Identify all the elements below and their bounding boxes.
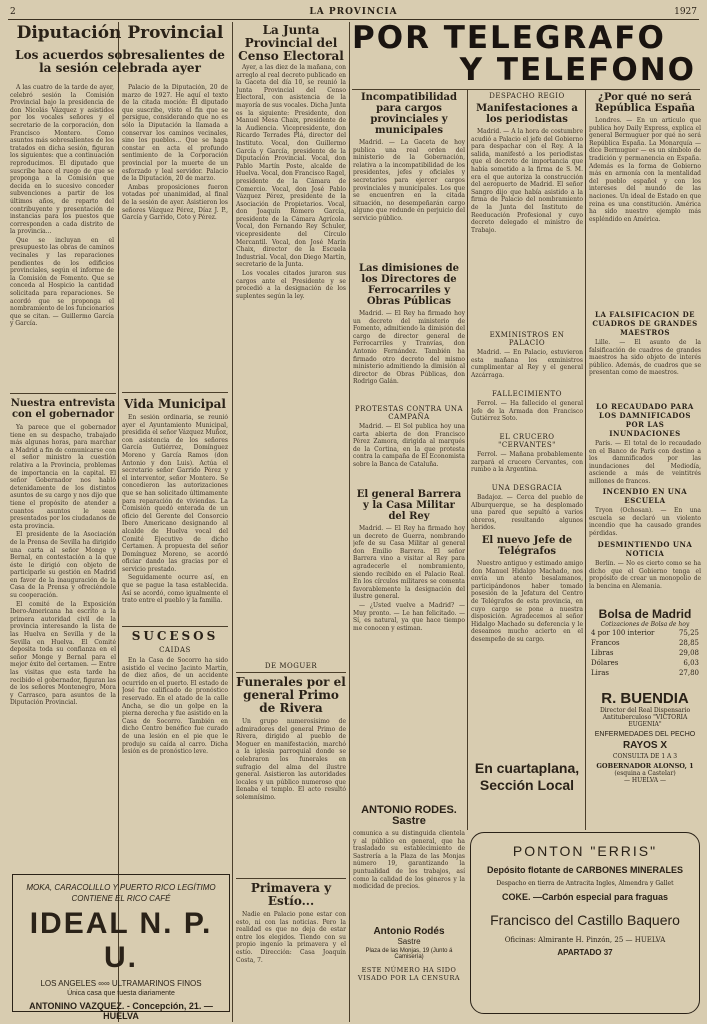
article-body	[236, 911, 346, 1018]
paragraph: A las cuatro de la tarde de ayer, celebró sesión la Comisión Provincial bajo la presidencia de don Nicolás Vázquez y asistidos por los vocales señores y el secretario de la corporación, don Francisco Montero. Como asuntos más sobresalientes de los tratados en dicha sesión, figuran los siguientes: que a continuación reproducimos. El diputado que suscribe hace el ruego de que se proponga a la Comisión que decida en lo sucesivo conceder subvenciones a partir de los últimos años, de reparto del contribuyente y presentación de instancias para los puestos que corresponden a cada distrito de la provincia...	[10, 84, 114, 236]
page-number: 2	[10, 7, 16, 17]
rate-value: 27,80	[678, 669, 699, 677]
paragraph: Berlín. — No es cierto como se ha dicho que el Gobierno tenga el propósito de crear un monopolio de la bencina en Alemania.	[589, 560, 701, 590]
section-heading: LO RECAUDADO PARA LOS DAMNIFICADOS POR LAS INUNDACIONES	[596, 402, 694, 438]
article-body	[353, 423, 465, 483]
article-body-continued	[122, 84, 228, 384]
section-rule	[122, 392, 228, 393]
article-vida-municipal	[122, 398, 228, 623]
ad-line: MOKA, CARACOLILLO Y PUERTO RICO LEGÍTIMO	[26, 883, 216, 892]
ad-brand: IDEAL N. P. U.	[29, 907, 213, 974]
ad-body: comunica a su distinguida clientela y al público en general, que ha trasladado su establecimiento de Sastrería a la Plaza de las Monjas número 19, garantizando la puntualidad de los trabajos, así como la calidad de los géneros y la modicidad de precios.	[353, 830, 465, 891]
section-heading: LA FALSIFICACION DE CUADROS DE GRANDES MAESTROS	[592, 310, 698, 337]
banner-telegrafo	[352, 22, 700, 88]
article-censo	[236, 24, 346, 64]
rate-label: Dólares	[591, 659, 619, 667]
notice-cuartaplana	[468, 760, 586, 824]
ad-line: CONTIENE EL RICO CAFÉ	[71, 894, 171, 903]
section-heading: UNA DESGRACIA	[491, 484, 563, 492]
article-primavera	[236, 882, 346, 1018]
ad-line: Oficinas: Almirante H. Pinzón, 25 — HUELVA	[504, 936, 666, 944]
article-body	[471, 560, 583, 710]
paragraph: En la Casa de Socorro ha sido asistido el vecino Jacinto Martín, de diez años, de un accidente ocurrido en el puerto. El estado de José fue calificado de pronóstico reservado. En el atado de la calle Ancha, se dio un golpe en la pierna derecha y fue asistido en la Casa de Socorro. También en dicho Centro benéfico fue curado de una lesión en el pie que le produjo su caída al carro. Dicha lesión es de pronóstico leve.	[122, 657, 228, 756]
article-body	[589, 339, 701, 399]
article-body	[589, 117, 701, 307]
column-rule	[349, 22, 350, 1022]
ad-line: GOBERNADOR ALONSO, 1	[596, 762, 694, 770]
rate-value: 75,25	[678, 629, 699, 637]
paragraph: Badajoz. — Cerca del pueblo de Alburquerque, se ha desplomado una pared que sepultó a varios obreros, resultando algunos heridos.	[471, 494, 583, 530]
article-title: Funerales por el general Primo de Rivera	[236, 676, 346, 715]
ad-line: Antituberculoso "VICTORIA EUGENIA"	[602, 714, 688, 728]
rates-table	[589, 628, 701, 678]
article-title: ¿Por qué no será República España	[594, 92, 696, 114]
article-subtitle: Los acuerdos sobresalientes de la sesión celebrada ayer	[15, 48, 225, 75]
ad-title: PONTON "ERRIS"	[512, 843, 658, 859]
ad-line: LOS ANGELES ∞∞ ULTRAMARINOS FINOS	[40, 979, 202, 988]
article-body	[236, 718, 346, 876]
paragraph: París. — El total de lo recaudado en el Banco de París con destino a los damnificados por las inundaciones del Mediodía, asciende a más de veintitrés millones de francos.	[589, 440, 701, 484]
ad-title: ANTONIO RODES. Sastre	[361, 805, 457, 827]
article-title: El general Barrera y la Casa Militar del Rey	[356, 489, 462, 522]
bolsa-madrid	[589, 608, 701, 686]
ad-buendia	[589, 690, 701, 820]
ad-address: Plaza de las Monjas, 19 (Junto á Camisería)	[365, 948, 453, 960]
ad-line: Única casa que tuesta diariamente	[67, 990, 175, 997]
paragraph: El comité de la Exposición Ibero-Americana ha escrito a la primera autoridad civil de la provincia interesando la lista de las Huelva en Sevilla y de la Sevilla en Huelva. El Comité deposita toda su confianza en el señor Monge y Bernal para el mejor éxito del certamen. — Entre las visitas que esta tarde ha recibido el gobernador, figuran las de los señores Montenegro, Mora y Carrasco, para asuntos de la Diputación Provincial.	[10, 600, 116, 707]
section-heading: INCENDIO EN UNA ESCUELA	[602, 487, 688, 505]
rate-label: 4 por 100 interior	[591, 629, 655, 637]
section-rule	[10, 393, 116, 394]
ad-line: Director del Real Dispensario	[599, 707, 691, 714]
ad-line: Despacho en tierra de Antracita Ingles, Almendra y Gallet	[496, 880, 674, 887]
section-heading: PROTESTAS CONTRA UNA CAMPAÑA	[354, 405, 464, 421]
article-funerales	[236, 676, 346, 876]
article-body	[122, 657, 228, 867]
rate-value: 29,08	[678, 649, 699, 657]
rate-label: Liras	[591, 669, 609, 677]
article-body	[353, 139, 465, 259]
ad-line: — HUELVA —	[623, 777, 666, 784]
paragraph: El presidente de la Asociación de la Prensa de Sevilla ha dirigido una carta al señor Monge y Bernal, en contestación a la que éste le dirigió con objeto de participarle su gestión en Madrid en favor de la inauguración de la Casa de la Prensa y ofreciéndole su cooperación.	[10, 531, 116, 600]
paragraph: Londres. — En un artículo que publica hoy Daily Express, explica el general Bermuguer por qué no será República España. La Monarquía — dice Bermuguer — es un símbolo de tradición y permanencia en España. Además es la forma de Gobierno más en armonía con la mentalidad del pueblo español y con los intereses del mundo de las naciones. Un ideal de Estado en que reina es una constitución. América ha sido nuestro ejemplo más espléndido en América.	[589, 117, 701, 223]
section-heading: FALLECIMIENTO	[492, 390, 562, 398]
rate-row	[589, 658, 701, 668]
article-title: Diputación Provincial	[16, 24, 224, 43]
paragraph: Ambas proposiciones fueron votadas por unanimidad, al final de la sesión de ayer. Asistieron los señores Vázquez Pérez, Díaz J. P., García y Garrido, Coto y Pérez.	[122, 183, 228, 222]
paragraph: Ayer, a las diez de la mañana, con arreglo al real decreto publicado en la Gaceta del día 10, se reunió la Junta Provincial del Censo Electoral, con asistencia de la mayoría de sus vocales. Dicha Junta es la siguiente: Presidente, don Manuel Mesa Chaix, presidente de la Audiencia. Vicepresidente, don Ricardo Terrades Plá, director del Instituto. Vocal, don Guillermo García y García, presidente de la Diputación Provincial. Vocal, don Pablo Martín Poste, alcalde de Huelva. Vocal, don Francisco Ragel, presidente de la Cámara de Comercio. Vocal, don José Pablo Vázquez Pérez, presidente de la Asociación de Propietarios. Vocal, don Joaquín Romero García, presidente de la Cámara Agrícola. Vocal, don Fernando Rey Schuler, vicepresidente del Círculo Mercantil. Vocal, don José Marín Chaix, director de la Escuela Industrial. Vocal, don Diego Martín, secretario de la Junta.	[236, 64, 346, 269]
ad-line: ENFERMEDADES DEL PECHO	[594, 731, 696, 738]
paragraph: Nadie en Palacio pone estar con esto, ni con las noticias. Pero la realidad es que no deja de estar entre los elegidos. Tiendo con su propio ingenio la primavera y el estío. Dirección: Casa Joaquín Costa, 7.	[236, 911, 346, 964]
ad-role: Sastre	[397, 937, 421, 946]
section-heading: DESPACHO REGIO	[489, 92, 565, 100]
ad-line: APARTADO 37	[557, 948, 613, 957]
paragraph: Madrid. — El Sol publica hoy una carta abierta de don Francisco Pérez Zamora, dirigida al marqués de la Cortina, en la que protesta contra la campaña de El Economista sobre la Banca de Cataluña.	[353, 423, 465, 468]
masthead-year: 1927	[674, 7, 697, 17]
rate-row	[589, 628, 701, 638]
ad-line: (esquina a Castelar)	[614, 770, 676, 777]
ad-line: CONSULTA DE 1 A 3	[612, 753, 678, 760]
article-body	[471, 451, 583, 481]
section-rule	[236, 672, 346, 673]
paragraph: Palacio de la Diputación, 20 de marzo de 1927. He aquí el texto de la citada moción: El diputado que suscribe, visto el fin que se persigue, considerando que no es sólo la Diputación la llamada a conservar los caminos vecinales, sino los pueblos... Que se haga constar en acta el profundo sentimiento de la Corporación provincial por la muerte de un esforzado y leal servidor. Palacio de la Diputación, 20 de marzo.	[122, 84, 228, 183]
article-gobernador	[10, 398, 116, 868]
section-heading: DESMINTIENDO UNA NOTICIA	[597, 540, 693, 558]
article-title: La Junta Provincial del Censo Electoral	[238, 24, 344, 63]
paragraph: Madrid. — A la hora de costumbre acudió a Palacio el jefe del Gobierno para despachar con el Rey. A la salida, manifestó a los periodistas que el decreto de importancia que había sometido a la firma de S. M. era el que autoriza la construcción del aeropuerto de Madrid. El señor Sangro dijo que había asistido a la firma de Palacio del nombramiento de la Junta del Instituto de Reeducación Profesional y cuyo decreto delegado el ministro de Trabajo.	[471, 128, 583, 234]
paragraph: Madrid. — En Palacio, estuvieron esta mañana los exministros cumplimentar al Rey y el general Azcárraga.	[471, 349, 583, 379]
ad-line: Depósito flotante de CARBONES MINERALES	[486, 865, 683, 875]
section-heading: DE MOGUER	[264, 662, 318, 670]
ad-antonio-rodes	[353, 805, 465, 1017]
section-heading: CAIDAS	[159, 646, 191, 654]
banner-line: POR TELEGRAFO	[352, 22, 666, 56]
section-rule	[236, 878, 346, 879]
paragraph: Ya parece que el gobernador tiene en su despacho, trabajado más algunas horas, para marchar a Madrid a fin de comunicarse con el señor ministro la cuestión relativa a la Provincia, problemas de importancia en la capital. El señor Gobernador nos habló detenidamente de los distintos asuntos de su cargo y nos dijo que tiene el propósito de atender a cuantos asuntos le sean presentados por los ciudadanos de esta provincia.	[10, 424, 116, 530]
ad-title: R. BUENDIA	[601, 690, 689, 707]
article-body	[589, 440, 701, 484]
article-title: Las dimisiones de los Directores de Ferrocarriles y Obras Públicas	[359, 263, 459, 307]
article-title: El nuevo Jefe de Telégrafos	[481, 535, 573, 557]
article-body	[353, 310, 465, 402]
notice-text: En cuartaplana, Sección Local	[474, 760, 580, 793]
article-sucesos	[122, 630, 228, 870]
bolsa-subtitle: Cotizaciones de Bolsa de hoy	[600, 621, 690, 628]
paragraph: Ferrol. — Ha fallecido el general Jefe de la Armada don Francisco Gutiérrez Soto.	[471, 400, 583, 423]
rate-value: 6,03	[683, 659, 699, 667]
newspaper-name: LA PROVINCIA	[309, 7, 398, 17]
ad-ponton-erris	[470, 832, 700, 1014]
paragraph: Lille. — El asunto de la falsificación de cuadros de grandes maestros ha sido objeto de interés público. Además, de cuadros que se presentan como de maestros.	[589, 339, 701, 377]
rate-value: 28,85	[678, 639, 699, 647]
article-body	[236, 64, 346, 589]
paragraph: Seguidamente ocurre así, en que se pague la tasa establecida. Así se acordó, como igualmente el trato entre el pueblo y la familia.	[122, 574, 228, 605]
banner-line: Y TELEFONO	[459, 52, 696, 88]
article-title: Primavera y Estío...	[250, 882, 332, 908]
article-body	[471, 400, 583, 430]
ad-line: COKE. —Carbón especial para fraguas	[501, 892, 669, 902]
article-title: SUCESOS	[131, 630, 219, 643]
censor-notice: ESTE NÚMERO HA SIDO VISADO POR LA CENSURA	[357, 966, 461, 982]
column-rule	[585, 90, 586, 830]
article-title: Manifestaciones a los periodistas	[476, 103, 578, 125]
paragraph: Que se incluyan en el presupuesto las obras de caminos vecinales y las reparaciones pendientes de los edificios provinciales, según el informe de la Comisión de Fomento. Que se conceda al Hospicio la cantidad solicitada para reparaciones. Se acordó que se proponga el nombramiento de los funcionarios que se citan. — Guillermo García y García.	[10, 236, 114, 328]
paragraph: Un grupo numerosísimo de admiradores del general Primo de Rivera, dirigido al pueblo de Moguer en manifestación, marchó a la iglesia parroquial donde se celebraron los funerales en sufragio del alma del ilustre general. Asistieron las autoridades locales y un público numeroso que llenaba el templo. El acto resultó solemnísimo.	[236, 718, 346, 801]
paragraph: Nuestro antiguo y estimado amigo don Manuel Hidalgo Machado, nos envía un atento besalamanos, participándonos haber tomado posesión de la Jefatura del Centro de Telégrafos de esta provincia, en cuyo cargo se pone a nuestra disposición. Agradecemos al señor Hidalgo Machado su deferencia y le deseamos mucho acierto en el desempeño de su cargo.	[471, 560, 583, 643]
article-body	[589, 507, 701, 537]
paragraph: — ¿Usted vuelve a Madrid? — Muy pronto. — Le han felicitado. — Sí, es natural, ya que hace tiempo me conocen y estiman.	[353, 601, 465, 632]
paragraph: Ferrol. — Mañana probablemente zarpará el crucero Cervantes, con rumbo a la Argentina.	[471, 451, 583, 474]
ad-line: ANTONINO VAZQUEZ. - Concepción, 21. — HUELVA	[29, 1001, 213, 1021]
column-rule	[232, 22, 233, 1022]
paragraph: Los vocales citados juraron sus cargos ante el Presidente y se procedió a la designación de los suplentes según la ley.	[236, 270, 346, 300]
article-body	[122, 414, 228, 619]
article-body	[471, 494, 583, 530]
paragraph: Tryon (Ochosan). — En una escuela se declaró un violento incendio que ha causado grandes pérdidas.	[589, 507, 701, 537]
article-body	[471, 128, 583, 328]
ad-line: Francisco del Castillo Baquero	[490, 912, 680, 928]
bolsa-title: Bolsa de Madrid	[598, 608, 692, 621]
paragraph: Madrid. — El Rey ha firmado hoy un decreto de Guerra, nombrando jefe de su Casa Militar al general don Emilio Barrera. El señor Barrera vino a visitar al Rey para agradecerle el nombramiento, siendo recibido en el Palacio Real. En los círculos militares se comenta favorablemente la designación del ilustre general.	[353, 525, 465, 601]
paragraph: Madrid. — La Gaceta de hoy publica una real orden del ministerio de la Gobernación, relativa a la incompatibilidad de los presidentes, jefes y oficiales y secretarios para ejercer cargos provinciales y municipales. Los que se encuentren en la citada situación, no desempeñarán cargo alguno que redunde en perjuicio del servicio público.	[353, 139, 465, 222]
article-title: Vida Municipal	[124, 398, 226, 411]
rate-label: Libras	[591, 649, 614, 657]
rate-row	[589, 648, 701, 658]
masthead	[8, 6, 699, 20]
section-heading: EL CRUCERO "CERVANTES"	[498, 433, 556, 449]
paragraph: Madrid. — El Rey ha firmado hoy un decreto del ministerio de Fomento, admitiendo la dimisión del cargo de director general de Ferrocarriles y Tranvías, don Antonio Fernández. También ha firmado otro decreto del mismo ministerio admitiendo la dimisión al director de Obras Públicas, don Rodrigo Galán.	[353, 310, 465, 386]
rate-row	[589, 638, 701, 648]
article-body	[353, 525, 465, 685]
ad-line: RAYOS X	[622, 740, 668, 751]
article-body	[10, 424, 116, 864]
ad-name: Antonio Rodés	[373, 926, 445, 937]
ad-ideal-cafe	[12, 874, 230, 1021]
paragraph: En sesión ordinaria, se reunió ayer el Ayuntamiento Municipal, presidida el señor Vázquez Muñoz, con asistencia de los señores García Gutiérrez, Domínguez Moreno y García Ramos (don Antonio y don Luis). Actúa el secretario señor Garrido Pérez y el interventor, señor Montero. Se concedieron las autorizaciones que se han solicitado últimamente para reparación de viviendas. La Comisión quedó enterada de un oficio del Gerente del Consorcio Ibero Americano designando al alcalde de Huelva vocal del Comité Ejecutivo de dicho Certamen. A propuesta del señor Domínguez Moreno, se acordó oficiar dando las gracias por el servicio prestado.	[122, 414, 228, 573]
banner-rule	[352, 89, 700, 90]
section-rule	[122, 626, 228, 627]
rate-row	[589, 668, 701, 678]
section-heading: EXMINISTROS EN PALACIO	[489, 331, 565, 347]
column-telegrafo-2	[471, 92, 583, 797]
article-body	[10, 84, 114, 390]
rate-label: Francos	[591, 639, 620, 647]
article-title: Nuestra entrevista con el gobernador	[10, 398, 116, 420]
article-title: Incompatibilidad para cargos provinciales y municipales	[360, 92, 458, 136]
column-rule	[467, 90, 468, 830]
column-telegrafo-3	[589, 92, 701, 602]
article-body	[471, 349, 583, 387]
column-telegrafo-1	[353, 92, 465, 802]
article-body	[589, 560, 701, 598]
